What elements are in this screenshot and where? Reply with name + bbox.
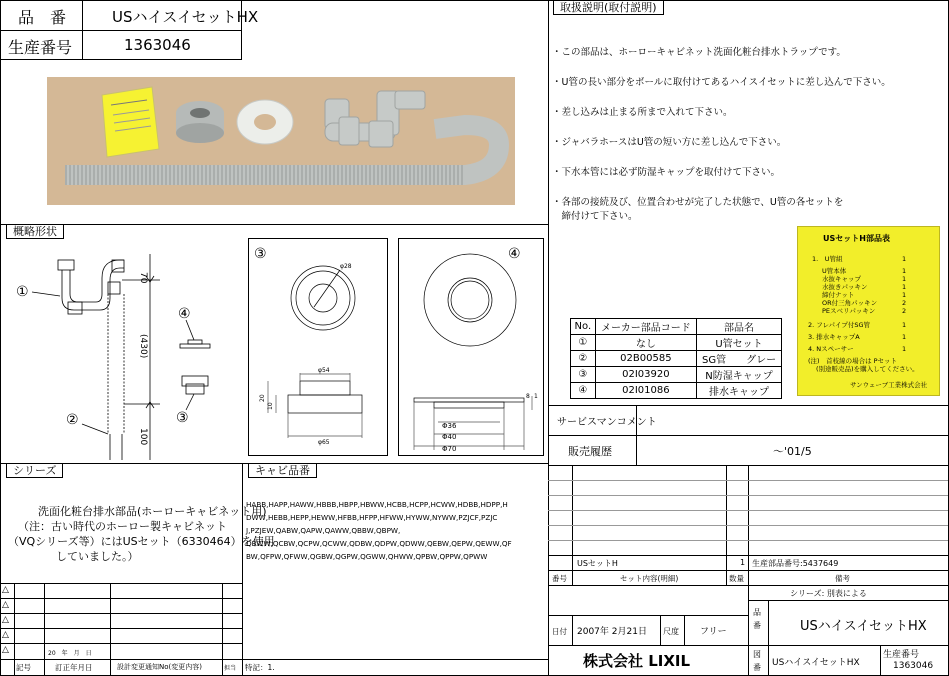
tb-date-label: 日付: [552, 627, 567, 636]
table-cell: U管セット: [697, 335, 782, 351]
bom-head-no: 番号: [552, 574, 567, 583]
hinban-label: 品 番: [18, 8, 67, 27]
revision-date-sample: 20 年 月 日: [48, 650, 92, 657]
service-comment-label: サービスマンコメント: [557, 417, 657, 428]
card-qty: 1: [902, 275, 907, 283]
revision-head-date: 訂正年月日: [55, 663, 93, 672]
revision-mark: △: [2, 630, 9, 640]
bom-qty: 1: [740, 558, 746, 567]
drawing-3-d10: 10: [267, 402, 274, 410]
tb-zuban-label: 図番: [753, 650, 761, 672]
table-cell: ③: [571, 367, 596, 383]
card-qty: 2: [902, 299, 907, 307]
tb-hinban-value: USハイスイセットHX: [800, 619, 927, 634]
card-line: 水抜キャップ: [822, 275, 861, 283]
tb-scale-value: フリー: [700, 627, 727, 637]
cabinet-label: キャビ品番: [248, 463, 317, 478]
card-qty: 1: [902, 255, 907, 263]
bom-head-note: 備考: [835, 574, 850, 583]
card-qty: 1: [902, 333, 907, 341]
dim-70: 70: [138, 272, 148, 284]
card-qty: 1: [902, 345, 907, 353]
drawing-4-d1: 1: [534, 393, 538, 400]
card-line: OR付三角パッキン: [822, 299, 878, 307]
card-qty: 1: [902, 291, 907, 299]
outline-title: 概略形状: [6, 224, 64, 239]
card-line: 4. Nスペーサー: [808, 345, 854, 353]
cabinet-text: DWW,HEBB,HEPP,HEWW,HFBB,HFPP,HFWW,HYWW,NYWW,PZJCF,PZJC: [246, 513, 498, 522]
callout-1: ①: [16, 284, 29, 300]
bom-head-content: セット内容(明細): [620, 574, 679, 583]
bom-item: USセットH: [577, 559, 618, 568]
drawing-3-phi54: φ54: [318, 367, 330, 374]
cabinet-text: HABB,HAPP,HAWW,HBBB,HBPP,HBWW,HCBB,HCPP,HCWW,HDBB,HDPP,H: [246, 500, 508, 509]
series-text: していました。）: [56, 550, 139, 563]
hinban-value: USハイスイセットHX: [112, 8, 259, 26]
seisan-label: 生産番号: [8, 38, 73, 57]
callout-3: ③: [176, 410, 189, 426]
table-cell: なし: [595, 335, 696, 351]
card-line: 締付ナット: [822, 291, 855, 299]
table-cell: ④: [571, 383, 596, 399]
table-header: メーカー部品コード: [595, 319, 696, 335]
drawing-3-phi65: φ65: [318, 439, 330, 446]
cabinet-text: QBWW,QCBW,QCPW,QCWW,QDBW,QDPW,QDWW,QEBW,QEPW,QEWW,QF: [246, 539, 512, 548]
card-line: サンウェーブ工業株式会社: [850, 381, 928, 389]
table-cell: ②: [571, 351, 596, 367]
tb-series: シリーズ: 別表による: [790, 589, 867, 598]
bom-head-qty: 数量: [729, 574, 744, 583]
card-qty: 1: [902, 321, 907, 329]
card-qty: 1: [902, 267, 907, 275]
drawing-4-phi70: Φ70: [442, 445, 457, 453]
card-line: PEスベリパッキン: [822, 307, 876, 315]
revision-head-mark: 記号: [16, 663, 31, 672]
instruction-line: 締付けて下さい。: [552, 211, 638, 222]
series-text: （注：古い時代のホーロー製キャビネット: [18, 520, 227, 533]
card-line: (注) 首枝線の場合は Pセット: [808, 357, 898, 365]
table-cell: SG管 グレー: [697, 351, 782, 367]
table-cell: ①: [571, 335, 596, 351]
series-text: 洗面化粧台排水部品(ホーローキャビネット用): [38, 505, 267, 518]
card-qty: 1: [902, 283, 907, 291]
instruction-line: ・この部品は、ホーローキャビネット洗面化粧台排水トラップです。: [552, 47, 846, 58]
series-text: （VQシリーズ等）にはUSセット（6330464）を使用: [8, 535, 275, 548]
tb-date-value: 2007年 2月21日: [577, 627, 647, 637]
table-cell: 排水キャップ: [697, 383, 782, 399]
card-line: 3. 排水キャップA: [808, 333, 860, 341]
table-cell: 02B00585: [595, 351, 696, 367]
revision-mark: △: [2, 615, 9, 625]
card-title: USセットH部品表: [823, 234, 890, 243]
drawing-4-phi40: Φ40: [442, 433, 457, 441]
tb-zuban-value: USハイスイセットHX: [772, 658, 860, 668]
instruction-line: ・差し込みは止まる所まで入れて下さい。: [552, 107, 733, 118]
cabinet-text: J,PZJEW,QABW,QAPW,QAWW,QBBW,QBPW,: [246, 526, 401, 535]
sales-history-label: 販売履歴: [568, 445, 612, 458]
card-line: U管本体: [822, 267, 847, 275]
card-line: 1. U管組: [812, 255, 843, 263]
revision-mark: △: [2, 600, 9, 610]
dim-100: 100: [138, 428, 148, 446]
table-cell: N防湿キャップ: [697, 367, 782, 383]
tb-scale-label: 尺度: [663, 627, 679, 636]
callout-2: ②: [66, 412, 79, 428]
revision-head-change: 設計変更通知No(変更内容): [117, 663, 202, 671]
sales-history-value: ～'01/5: [773, 445, 812, 458]
dim-430: (430): [138, 334, 148, 359]
tb-seisan-label: 生産番号: [883, 650, 920, 660]
drawing-3-d20: 20: [259, 394, 266, 402]
card-line: (別途販売品)を購入してください。: [816, 365, 919, 373]
table-header: 部品名: [697, 319, 782, 335]
card-qty: 2: [902, 307, 907, 315]
tokki: 特記：1.: [245, 663, 275, 672]
drawing-3-phi28: φ28: [340, 263, 352, 270]
bom-note: 生産部品番号:5437649: [752, 559, 839, 568]
card-line: 2. フレパイプ付SG管: [808, 321, 871, 329]
table-cell: 02I03920: [595, 367, 696, 383]
drawing-4-num: ④: [508, 246, 521, 262]
instructions-title: 取扱説明(取付説明): [553, 0, 664, 15]
seisan-value: 1363046: [124, 36, 191, 54]
callout-4: ④: [178, 306, 191, 322]
drawing-4-d8: 8: [526, 393, 530, 400]
instruction-line: ・各部の接続及び、位置合わせが完了した状態で、U管の各セットを: [552, 197, 844, 208]
series-label: シリーズ: [6, 463, 63, 478]
cabinet-text: BW,QFPW,QFWW,QGBW,QGPW,QGWW,QHWW,QPBW,QPPW,QPWW: [246, 552, 488, 561]
revision-mark: △: [2, 645, 9, 655]
drawing-3-num: ③: [254, 246, 267, 262]
drawing-4-phi36: Φ36: [442, 422, 457, 430]
table-cell: 02I01086: [595, 383, 696, 399]
instruction-line: ・下水本管には必ず防湿キャップを取付けて下さい。: [552, 167, 781, 178]
revision-head-sign: 担当: [224, 665, 237, 672]
table-header: No.: [571, 319, 596, 335]
card-line: 水抜きパッキン: [822, 283, 868, 291]
instruction-line: ・U管の長い部分をボールに取付けてあるハイスイセットに差し込んで下さい。: [552, 77, 891, 88]
tb-seisan-value: 1363046: [893, 661, 934, 671]
company-logo: 株式会社 LIXIL: [583, 652, 691, 670]
instruction-line: ・ジャバラホースはU管の短い方に差し込んで下さい。: [552, 137, 787, 148]
tb-hinban-label: 品番: [753, 608, 761, 630]
revision-mark: △: [2, 585, 9, 595]
